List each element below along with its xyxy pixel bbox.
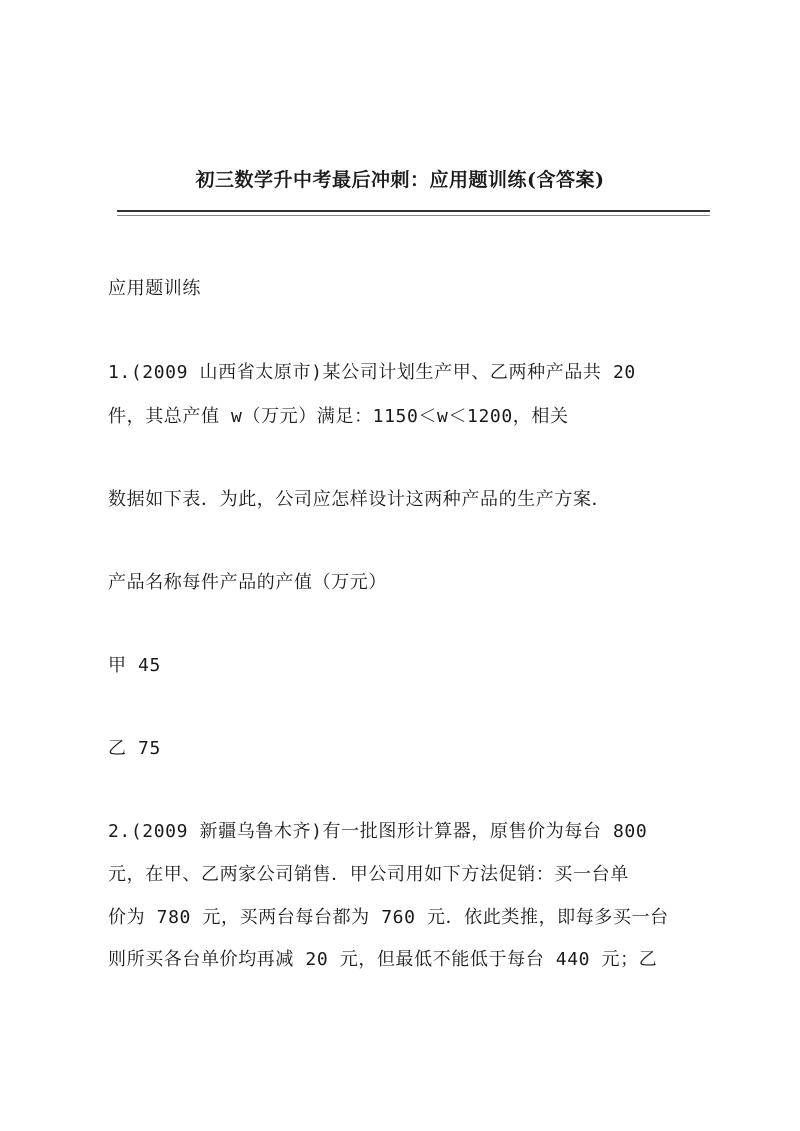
question-1-line-2: 件，其总产值 w（万元）满足：1150＜w＜1200，相关 xyxy=(108,406,569,427)
question-1-line-1: 1.(2009 山西省太原市)某公司计划生产甲、乙两种产品共 20 xyxy=(108,362,636,383)
section-heading: 应用题训练 xyxy=(108,278,201,299)
page-title: 初三数学升中考最后冲刺：应用题训练(含答案) xyxy=(195,169,605,191)
question-2-line-3: 价为 780 元，买两台每台都为 760 元．依此类推，即每多买一台 xyxy=(108,907,669,928)
title-divider xyxy=(117,210,710,216)
table-row: 甲 45 xyxy=(108,655,161,676)
question-2-line-4: 则所买各台单价均再减 20 元，但最低不能低于每台 440 元；乙 xyxy=(108,949,658,970)
question-2-line-2: 元，在甲、乙两家公司销售．甲公司用如下方法促销：买一台单 xyxy=(108,864,629,885)
table-header: 产品名称每件产品的产值（万元） xyxy=(108,572,387,593)
question-1-line-3: 数据如下表．为此，公司应怎样设计这两种产品的生产方案． xyxy=(108,489,611,510)
question-2-line-1: 2.(2009 新疆乌鲁木齐)有一批图形计算器，原售价为每台 800 xyxy=(108,821,648,842)
table-row: 乙 75 xyxy=(108,738,161,759)
